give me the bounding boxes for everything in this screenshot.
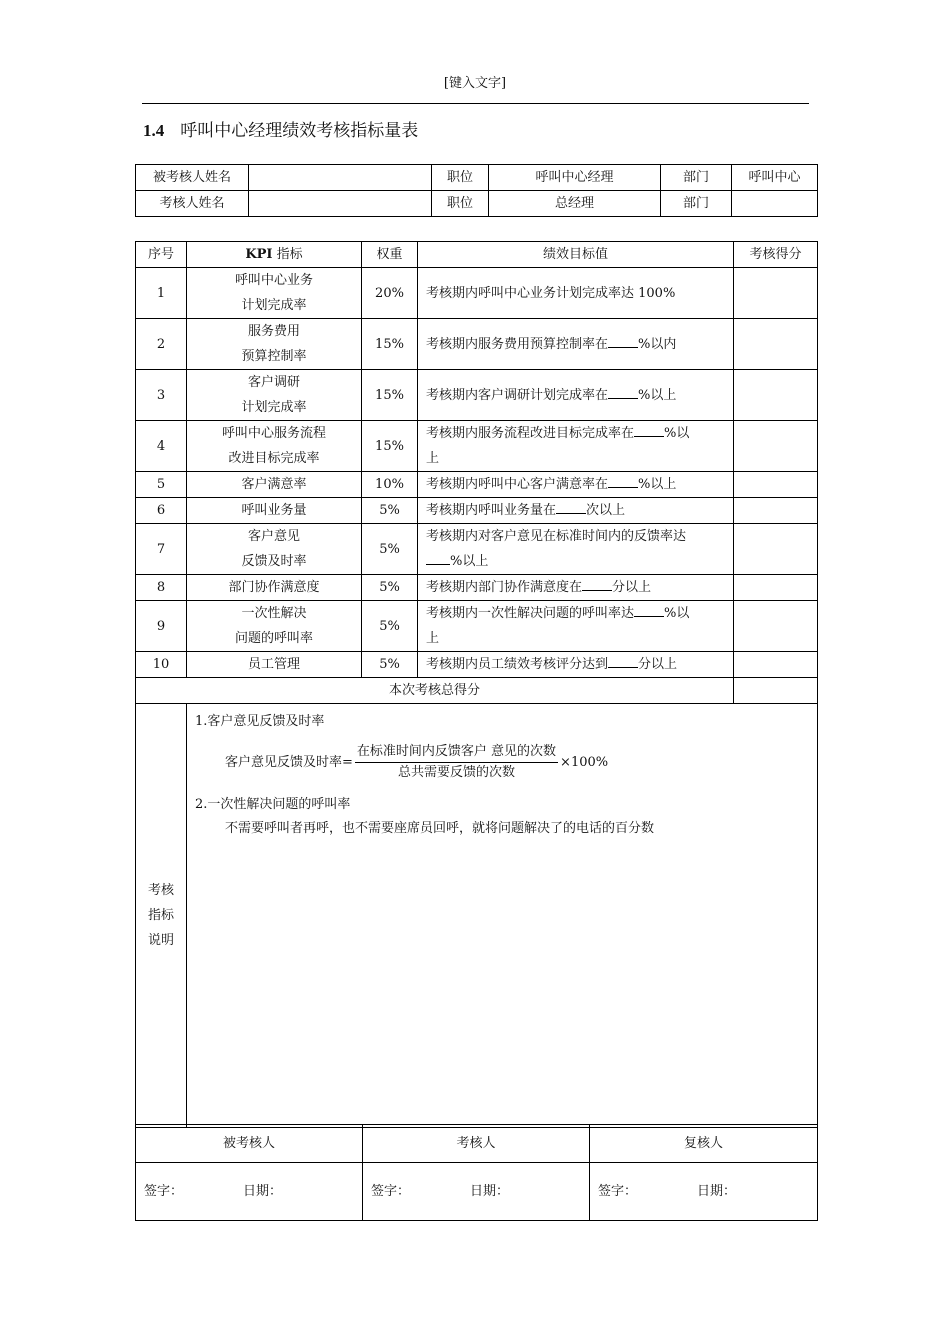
kpi-row: [136, 498, 818, 524]
fill-blank[interactable]: [582, 576, 612, 591]
formula-lhs: 客户意见反馈及时率=: [225, 755, 353, 770]
kpi-score[interactable]: [734, 575, 818, 601]
header-no: 序号: [136, 242, 187, 268]
fill-blank[interactable]: [608, 653, 638, 668]
kpi-weight-text: 15%: [375, 387, 404, 403]
kpi-score[interactable]: [734, 370, 818, 421]
appraiser-name-value[interactable]: [249, 191, 432, 217]
kpi-row: [136, 472, 818, 498]
kpi-score[interactable]: [734, 498, 818, 524]
appraiser-name-label: 考核人姓名: [136, 191, 249, 217]
kpi-target-tail: 次以上: [586, 503, 626, 518]
kpi-name: [187, 268, 362, 319]
kpi-rows: [136, 268, 818, 678]
appraisee-position-value[interactable]: 呼叫中心经理: [489, 165, 661, 191]
kpi-target-text: 考核期内服务流程改进目标完成率在: [426, 426, 635, 441]
kpi-row: [136, 319, 818, 370]
kpi-target: [418, 652, 734, 678]
kpi-target: [418, 319, 734, 370]
kpi-weight: [362, 652, 418, 678]
kpi-weight-text: 15%: [375, 438, 404, 454]
kpi-name-line1: 部门协作满意度: [228, 580, 320, 595]
formula-numerator: 在标准时间内反馈客户 意见的次数: [355, 742, 558, 763]
signature-table: [135, 1124, 818, 1221]
header-weight: 权重: [362, 242, 418, 268]
kpi-no: [136, 319, 187, 370]
kpi-weight-text: 10%: [375, 477, 404, 492]
kpi-row: [136, 601, 818, 652]
description-row: [136, 704, 818, 1128]
kpi-score[interactable]: [734, 524, 818, 575]
appraisee-name-label: 被考核人姓名: [136, 165, 249, 191]
kpi-name-line1: 一次性解决: [241, 606, 307, 621]
kpi-score[interactable]: [734, 652, 818, 678]
section-number: 1.4: [143, 121, 165, 140]
description-label-3: 说明: [147, 933, 174, 948]
appraiser-position-value[interactable]: 总经理: [489, 191, 661, 217]
sign-label: 签字：: [144, 1184, 184, 1199]
header-kpi: [187, 242, 362, 268]
kpi-no-text: 3: [156, 387, 166, 403]
desc-item2-title: 2.一次性解决问题的呼叫率: [195, 797, 351, 812]
kpi-target-text: 考核期内呼叫业务量在: [426, 503, 557, 518]
kpi-name-line1: 呼叫中心服务流程: [221, 426, 326, 441]
kpi-weight: [362, 370, 418, 421]
kpi-no: [136, 370, 187, 421]
date-label: 日期：: [697, 1184, 737, 1199]
kpi-weight: [362, 268, 418, 319]
kpi-target-tail: %以内: [638, 336, 677, 352]
signature-fields-row: [136, 1163, 818, 1221]
kpi-target-text: 考核期内呼叫中心客户满意率在: [426, 477, 609, 492]
kpi-name-line1: 客户调研: [247, 375, 300, 390]
kpi-name: [187, 601, 362, 652]
kpi-no-text: 8: [156, 580, 166, 595]
header-score: 考核得分: [734, 242, 818, 268]
kpi-weight: [362, 498, 418, 524]
kpi-weight: [362, 472, 418, 498]
appraiser-sign-cell[interactable]: [363, 1163, 590, 1221]
header-target: 绩效目标值: [418, 242, 734, 268]
kpi-name-line2: 预算控制率: [241, 349, 307, 364]
kpi-row: [136, 575, 818, 601]
kpi-target-tail2: 上: [426, 451, 440, 466]
kpi-name-line2: 反馈及时率: [241, 554, 307, 569]
signature-roles-row: [136, 1125, 818, 1163]
kpi-target-text: 考核期内呼叫中心业务计划完成率达 100%: [426, 285, 676, 301]
kpi-no: [136, 268, 187, 319]
description-content: [187, 704, 818, 1128]
formula-tail: ×100%: [560, 755, 609, 770]
kpi-weight-text: 5%: [379, 580, 400, 595]
kpi-name-line1: 服务费用: [247, 324, 300, 339]
kpi-no: [136, 524, 187, 575]
kpi-name: [187, 652, 362, 678]
total-score[interactable]: [734, 678, 818, 704]
reviewer-sign-cell[interactable]: [590, 1163, 818, 1221]
kpi-no: [136, 652, 187, 678]
kpi-row: [136, 268, 818, 319]
kpi-weight: [362, 524, 418, 575]
kpi-target-text: 考核期内对客户意见在标准时间内的反馈率达: [426, 529, 687, 544]
kpi-score[interactable]: [734, 319, 818, 370]
kpi-weight: [362, 601, 418, 652]
role-appraisee: 被考核人: [136, 1125, 363, 1163]
appraisee-position-label: 职位: [432, 165, 489, 191]
total-label: 本次考核总得分: [136, 678, 734, 704]
kpi-name: [187, 370, 362, 421]
desc-item1-title: 1.客户意见反馈及时率: [195, 714, 325, 729]
kpi-row: [136, 652, 818, 678]
kpi-target: [418, 421, 734, 472]
kpi-no: [136, 575, 187, 601]
appraisee-sign-cell[interactable]: [136, 1163, 363, 1221]
fill-blank[interactable]: [426, 550, 450, 565]
kpi-row: [136, 524, 818, 575]
fill-blank[interactable]: [608, 333, 638, 348]
page-header: [键入文字]: [443, 76, 507, 91]
kpi-name-line1: 呼叫业务量: [241, 503, 307, 518]
kpi-weight: [362, 421, 418, 472]
info-row-appraisee: [136, 165, 818, 191]
kpi-header-row: [136, 242, 818, 268]
appraisee-dept-label: 部门: [661, 165, 732, 191]
kpi-no-text: 4: [156, 438, 166, 454]
kpi-no-text: 6: [156, 503, 166, 518]
kpi-name: [187, 472, 362, 498]
role-appraiser: 考核人: [363, 1125, 590, 1163]
section-title-text: 呼叫中心经理绩效考核指标量表: [180, 121, 419, 141]
kpi-target-tail2: 上: [426, 631, 440, 646]
info-row-appraiser: [136, 191, 818, 217]
kpi-target: [418, 472, 734, 498]
kpi-target-tail: 分以上: [638, 657, 678, 672]
kpi-name: [187, 319, 362, 370]
desc-item2-text: 不需要呼叫者再呼，也不需要座席员回呼，就将问题解决了的电话的百分数: [225, 821, 655, 836]
kpi-no: [136, 421, 187, 472]
kpi-weight: [362, 575, 418, 601]
kpi-weight-text: 15%: [375, 336, 404, 352]
kpi-name-line2: 改进目标完成率: [228, 451, 320, 466]
total-row: [136, 678, 818, 704]
kpi-score[interactable]: [734, 601, 818, 652]
kpi-target: [418, 498, 734, 524]
description-label: [136, 704, 187, 1128]
kpi-no-text: 9: [156, 618, 166, 634]
kpi-target-text: 考核期内服务费用预算控制率在: [426, 336, 609, 352]
kpi-weight-text: 5%: [379, 657, 400, 672]
kpi-name-line2: 问题的呼叫率: [234, 631, 313, 646]
kpi-name: [187, 421, 362, 472]
kpi-no-text: 5: [156, 477, 166, 492]
formula: [225, 742, 817, 783]
kpi-score[interactable]: [734, 421, 818, 472]
kpi-target-tail: %以上: [638, 477, 677, 492]
kpi-score[interactable]: [734, 268, 818, 319]
appraisee-dept-value[interactable]: 呼叫中心: [732, 165, 818, 191]
kpi-target: [418, 601, 734, 652]
kpi-target-tail: %以上: [638, 387, 677, 403]
kpi-name-line2: 计划完成率: [241, 298, 307, 313]
kpi-name-line1: 客户满意率: [241, 477, 307, 492]
kpi-target: [418, 575, 734, 601]
kpi-no-text: 2: [156, 336, 166, 352]
kpi-weight: [362, 319, 418, 370]
kpi-weight-text: 5%: [379, 541, 400, 557]
kpi-weight-text: 20%: [375, 285, 404, 301]
fill-blank[interactable]: [634, 602, 664, 617]
kpi-target: [418, 370, 734, 421]
kpi-target-tail: %以: [664, 426, 690, 441]
fill-blank[interactable]: [634, 422, 664, 437]
kpi-score[interactable]: [734, 472, 818, 498]
kpi-table: [135, 241, 818, 1128]
fill-blank[interactable]: [608, 384, 638, 399]
header-kpi-rest: 指标: [272, 247, 303, 262]
kpi-weight-text: 5%: [379, 503, 400, 518]
appraiser-dept-label: 部门: [661, 191, 732, 217]
kpi-target-tail: %以上: [450, 554, 489, 569]
kpi-target-tail: %以: [664, 606, 690, 621]
kpi-name: [187, 524, 362, 575]
kpi-target-text: 考核期内部门协作满意度在: [426, 580, 583, 595]
kpi-target-text: 考核期内客户调研计划完成率在: [426, 387, 609, 403]
header-kpi-bold: KPI: [245, 247, 273, 262]
formula-fraction: [355, 742, 558, 783]
kpi-no-text: 10: [152, 657, 170, 672]
kpi-name-line1: 客户意见: [247, 529, 300, 544]
appraisee-name-value[interactable]: [249, 165, 432, 191]
section-title: [143, 116, 418, 141]
date-label: 日期：: [470, 1184, 510, 1199]
formula-denominator: 总共需要反馈的次数: [397, 765, 515, 780]
kpi-row: [136, 421, 818, 472]
header-rule: [142, 103, 809, 104]
sign-label: 签字：: [598, 1184, 638, 1199]
description-label-1: 考核: [147, 883, 174, 898]
kpi-name-line1: 呼叫中心业务: [234, 273, 313, 288]
kpi-no: [136, 472, 187, 498]
fill-blank[interactable]: [608, 473, 638, 488]
kpi-target: [418, 524, 734, 575]
description-label-2: 指标: [147, 908, 174, 923]
kpi-no: [136, 498, 187, 524]
kpi-target-text: 考核期内一次性解决问题的呼叫率达: [426, 606, 635, 621]
sign-label: 签字：: [371, 1184, 411, 1199]
kpi-no: [136, 601, 187, 652]
kpi-row: [136, 370, 818, 421]
kpi-target: [418, 268, 734, 319]
kpi-no-text: 1: [156, 285, 166, 301]
kpi-name-line1: 员工管理: [247, 657, 300, 672]
role-reviewer: 复核人: [590, 1125, 818, 1163]
fill-blank[interactable]: [556, 499, 586, 514]
info-table: [135, 164, 818, 217]
kpi-no-text: 7: [156, 541, 166, 557]
kpi-target-text: 考核期内员工绩效考核评分达到: [426, 657, 609, 672]
kpi-weight-text: 5%: [379, 618, 400, 634]
appraiser-dept-value[interactable]: [732, 191, 818, 217]
kpi-name: [187, 575, 362, 601]
kpi-name: [187, 498, 362, 524]
appraiser-position-label: 职位: [432, 191, 489, 217]
date-label: 日期：: [243, 1184, 283, 1199]
kpi-target-tail: 分以上: [612, 580, 652, 595]
kpi-name-line2: 计划完成率: [241, 400, 307, 415]
